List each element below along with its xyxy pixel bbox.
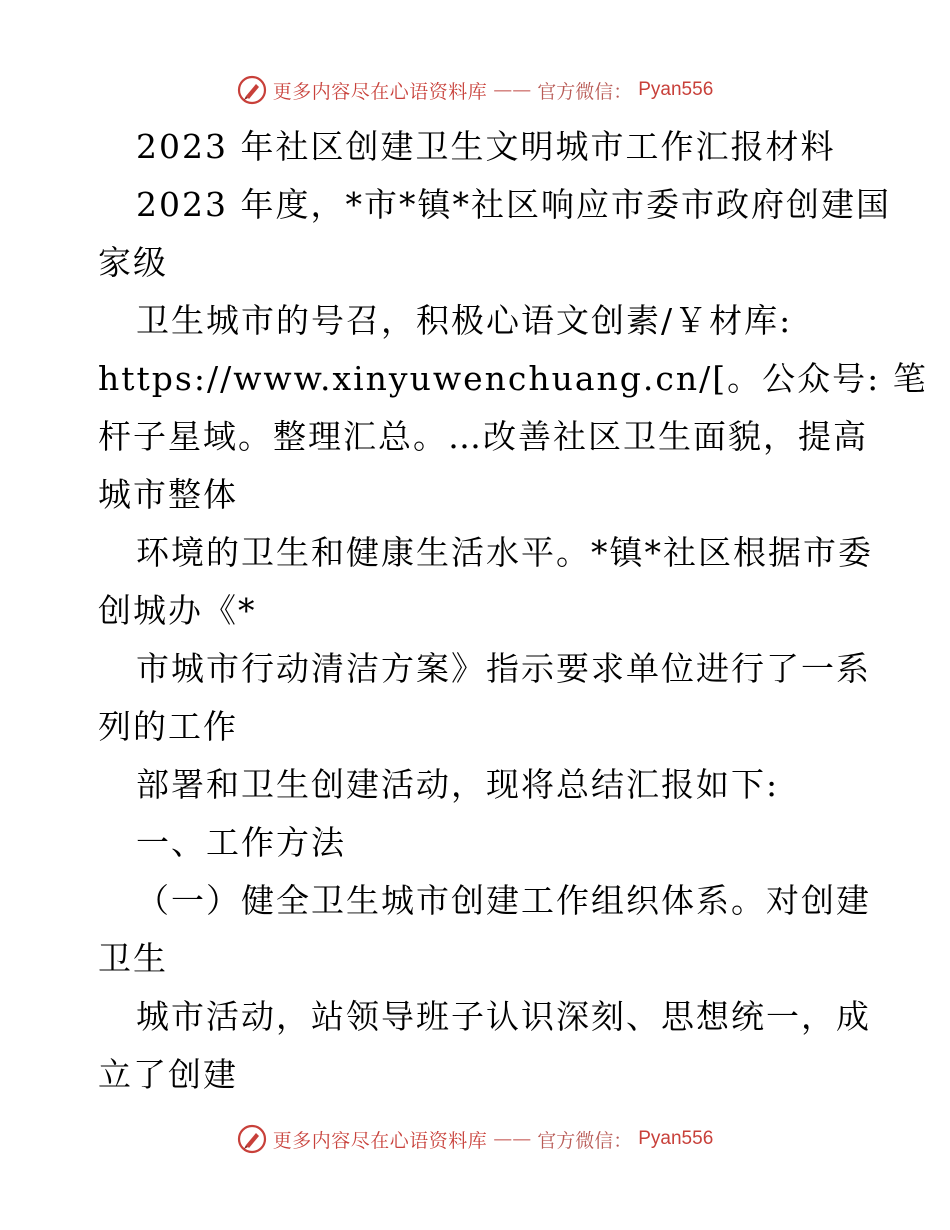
subsection-heading: （一）健全卫生城市创建工作组织体系。对创建 [136,881,871,920]
document-body [98,118,928,1104]
paragraph-line: 城市活动，站领导班子认识深刻、思想统一，成 [136,997,871,1036]
paragraph-line: 卫生 [98,939,168,978]
paragraph-line: 立了创建 [98,1055,238,1094]
paragraph-line: 创城办《* [98,591,257,630]
pen-logo-icon [237,75,267,105]
paragraph-line: 列的工作 [98,707,238,746]
paragraph-line: 2023 年度，*市*镇*社区响应市委市政府创建国 [136,185,891,224]
banner-dash: —— [493,1128,532,1150]
footer-watermark-banner [0,1119,950,1159]
paragraph-line: https://www.xinyuwenchuang.cn/[。公众号: 笔 [98,359,928,398]
paragraph-line: 环境的卫生和健康生活水平。*镇*社区根据市委 [136,533,873,572]
paragraph-line: 杆子星域。整理汇总。…改善社区卫生面貌，提高 [98,417,868,456]
header-watermark-banner [0,70,950,110]
banner-wechat-id: Pyan556 [638,79,714,100]
paragraph-line: 市城市行动清洁方案》指示要求单位进行了一系 [136,649,871,688]
banner-slogan: 更多内容尽在心语资料库 [272,80,488,103]
paragraph-line: 卫生城市的号召，积极心语文创素/￥材库: [136,301,793,340]
banner-wechat-label: 官方微信： [537,1129,633,1152]
paragraph-line: 部署和卫生创建活动，现将总结汇报如下: [136,765,780,804]
section-heading: 一、工作方法 [136,823,346,862]
document-title: 2023 年社区创建卫生文明城市工作汇报材料 [136,127,836,166]
banner-wechat-label: 官方微信： [537,80,633,103]
banner-wechat-id: Pyan556 [638,1128,714,1149]
banner-slogan: 更多内容尽在心语资料库 [272,1129,488,1152]
banner-dash: —— [493,79,532,101]
pen-logo-icon [237,1124,267,1154]
paragraph-line: 家级 [98,243,168,282]
paragraph-line: 城市整体 [98,475,238,514]
